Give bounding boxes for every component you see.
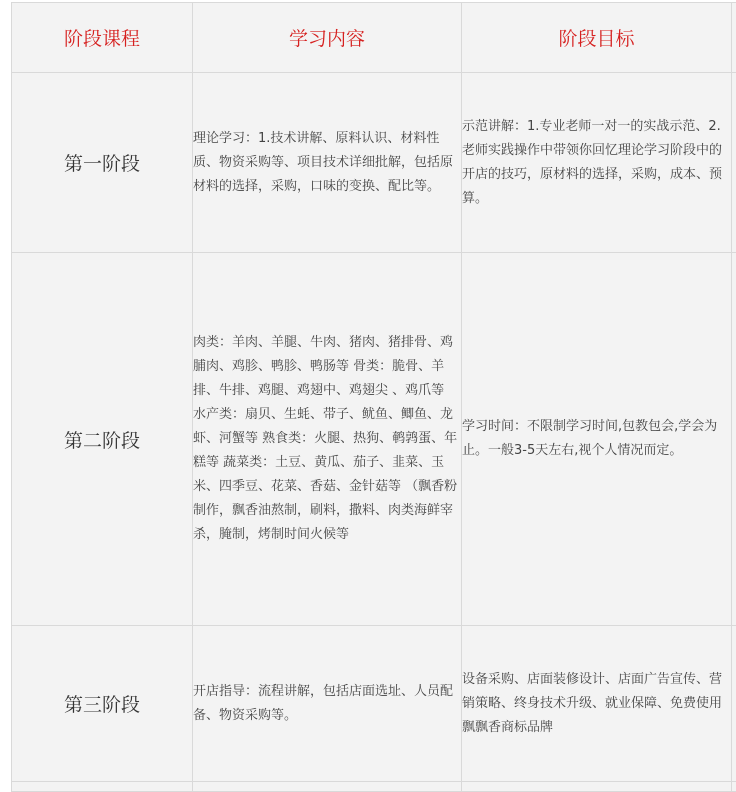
course-table xyxy=(11,2,736,792)
table-row xyxy=(12,73,736,253)
table-row xyxy=(12,253,736,626)
learning-content-cell xyxy=(193,626,462,782)
stage-goal-text: 设备采购、店面装修设计、店面广告宣传、营销策略、终身技术升级、就业保障、免费使用飘飘香商标品牌 xyxy=(462,668,731,740)
header-learning-content: 学习内容 xyxy=(193,3,462,73)
header-stage-course: 阶段课程 xyxy=(12,3,193,73)
partial-cell xyxy=(462,782,732,792)
table-edge-cell xyxy=(732,73,736,253)
stage-goal-cell xyxy=(462,253,732,626)
table-edge-cell xyxy=(732,626,736,782)
learning-content-text: 肉类：羊肉、羊腿、牛肉、猪肉、猪排骨、鸡脯肉、鸡胗、鸭胗、鸭肠等 骨类：脆骨、羊排、牛排、鸡腿、鸡翅中、鸡翅尖 、鸡爪等 水产类：扇贝、生蚝、带子、鱿鱼、鲫鱼、龙虾、河蟹等 熟食类：火腿、热狗、鹌鹑蛋、年糕等 蔬菜类：土豆、黄瓜、茄子、韭菜、玉米、四季豆、花菜、香菇、金针菇等 （飘香粉制作，飘香油熬制，刷料，撒料、肉类海鲜宰杀，腌制，烤制时间火候等 xyxy=(193,331,461,547)
learning-content-text: 理论学习：1.技术讲解、原料认识、材料性质、物资采购等、项目技术详细批解，包括原材料的选择，采购，口味的变换、配比等。 xyxy=(193,127,461,199)
stage-goal-text: 学习时间：不限制学习时间,包教包会,学会为止。一般3-5天左右,视个人情况而定。 xyxy=(462,415,731,463)
stage-label: 第一阶段 xyxy=(12,73,193,253)
table-row-partial xyxy=(12,782,736,792)
header-stage-goal: 阶段目标 xyxy=(462,3,732,73)
learning-content-cell xyxy=(193,73,462,253)
partial-cell xyxy=(193,782,462,792)
stage-label: 第三阶段 xyxy=(12,626,193,782)
stage-goal-cell xyxy=(462,626,732,782)
learning-content-cell xyxy=(193,253,462,626)
stage-label: 第二阶段 xyxy=(12,253,193,626)
stage-goal-text: 示范讲解：1.专业老师一对一的实战示范、2.老师实践操作中带领你回忆理论学习阶段中的开店的技巧，原材料的选择，采购，成本、预算。 xyxy=(462,115,731,211)
course-table-wrapper xyxy=(11,2,736,792)
table-edge-cell xyxy=(732,3,736,73)
table-row xyxy=(12,626,736,782)
partial-cell xyxy=(12,782,193,792)
table-header-row xyxy=(12,3,736,73)
stage-goal-cell xyxy=(462,73,732,253)
learning-content-text: 开店指导：流程讲解，包括店面选址、人员配备、物资采购等。 xyxy=(193,680,461,728)
table-edge-cell xyxy=(732,782,736,792)
table-edge-cell xyxy=(732,253,736,626)
